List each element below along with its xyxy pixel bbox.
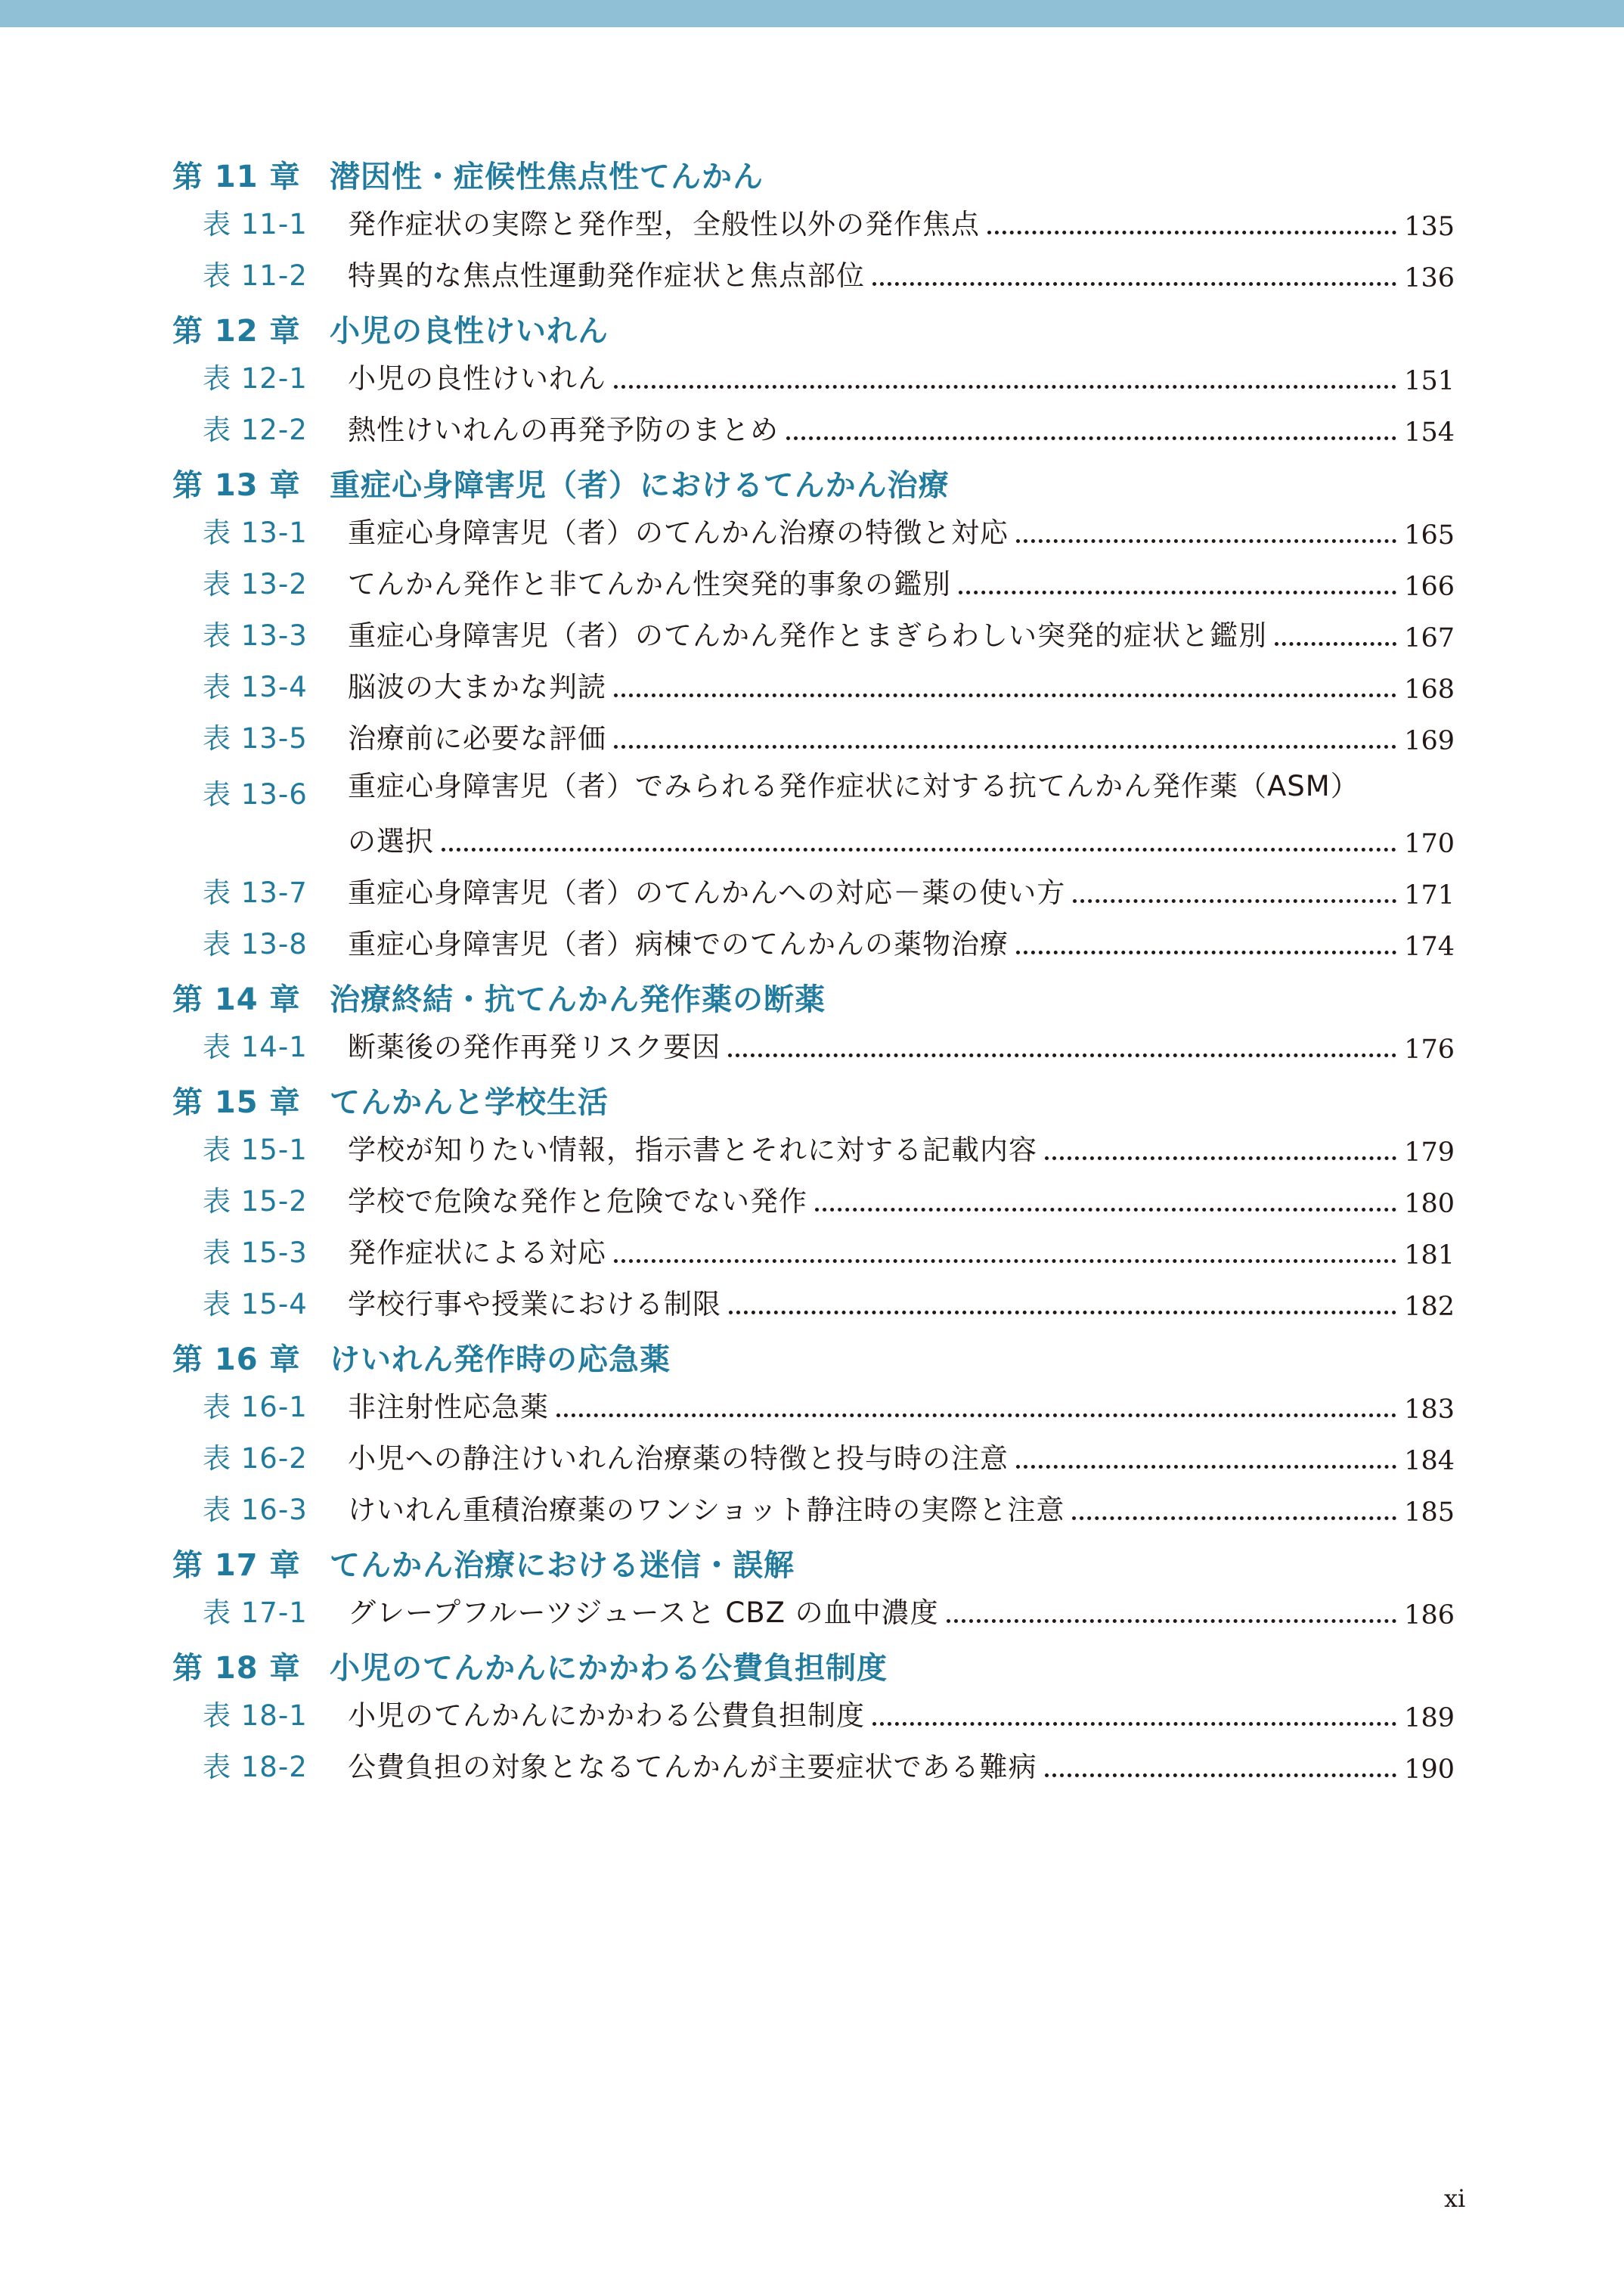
- chapter-heading[interactable]: [172, 148, 1455, 200]
- table-number: 表 16-2: [203, 1442, 308, 1475]
- dot-leader: [614, 693, 1396, 697]
- entry-title: 脳波の大まかな判読: [348, 671, 606, 703]
- toc-entry[interactable]: [172, 1382, 1455, 1434]
- chapter-title: てんかん治療における迷信・誤解: [330, 1547, 795, 1583]
- toc-entry[interactable]: [172, 560, 1455, 611]
- toc-entry[interactable]: [172, 1691, 1455, 1742]
- chapter-title: 重症心身障害児（者）におけるてんかん治療: [330, 467, 950, 503]
- page-ref: 151: [1404, 366, 1455, 396]
- table-number: 表 13-7: [203, 877, 308, 909]
- toc-entry[interactable]: [172, 611, 1455, 662]
- table-number: 表 13-2: [203, 568, 308, 600]
- entry-title: 小児の良性けいれん: [348, 362, 606, 395]
- dot-leader: [556, 1413, 1396, 1417]
- dot-leader: [1073, 899, 1396, 903]
- entry-title: 公費負担の対象となるてんかんが主要症状である難病: [348, 1751, 1037, 1783]
- page-ref: 190: [1404, 1755, 1455, 1785]
- toc-entry[interactable]: [172, 251, 1455, 303]
- entry-title: 治療前に必要な評価: [348, 722, 606, 755]
- table-number: 表 14-1: [203, 1031, 308, 1063]
- page-number: xi: [1444, 2184, 1466, 2213]
- toc-entry[interactable]: [172, 405, 1455, 457]
- dot-leader: [872, 1722, 1396, 1726]
- chapter-heading[interactable]: [172, 303, 1455, 354]
- dot-leader: [728, 1053, 1396, 1057]
- dot-leader: [959, 591, 1396, 594]
- table-number: 表 18-2: [203, 1751, 308, 1783]
- page-ref: 165: [1404, 520, 1455, 551]
- table-number: 表 16-1: [203, 1391, 308, 1423]
- chapter-label: 第 12 章: [172, 313, 301, 349]
- entry-title: 熱性けいれんの再発予防のまとめ: [348, 414, 779, 446]
- chapter-heading[interactable]: [172, 1331, 1455, 1382]
- entry-title-continued: の選択: [348, 825, 434, 858]
- page-ref: 181: [1404, 1240, 1455, 1271]
- dot-leader: [872, 282, 1396, 286]
- entry-title: 重症心身障害児（者）のてんかん発作とまぎらわしい突発的症状と鑑別: [348, 619, 1267, 652]
- toc-entry[interactable]: [172, 1588, 1455, 1640]
- chapter-title: 潜因性・症候性焦点性てんかん: [330, 159, 764, 194]
- toc-entry[interactable]: [172, 1228, 1455, 1280]
- page-ref: 185: [1404, 1497, 1455, 1528]
- dot-leader: [1016, 1465, 1396, 1469]
- chapter-heading[interactable]: [172, 1074, 1455, 1125]
- dot-leader: [1072, 1516, 1396, 1520]
- chapter-heading[interactable]: [172, 1537, 1455, 1588]
- dot-leader: [1045, 1773, 1397, 1777]
- top-color-band: [0, 0, 1624, 27]
- page-ref: 170: [1404, 829, 1455, 859]
- chapter-label: 第 13 章: [172, 467, 301, 503]
- table-number: 表 11-1: [203, 208, 308, 240]
- table-number: 表 13-4: [203, 671, 308, 703]
- page-ref: 135: [1404, 212, 1455, 242]
- table-number: 表 17-1: [203, 1596, 308, 1629]
- dot-leader: [614, 385, 1396, 389]
- toc-entry[interactable]: [172, 1022, 1455, 1074]
- entry-title: 学校が知りたい情報，指示書とそれに対する記載内容: [348, 1134, 1037, 1166]
- toc-entry[interactable]: [172, 1485, 1455, 1537]
- chapter-label: 第 15 章: [172, 1084, 301, 1120]
- chapter-heading[interactable]: [172, 971, 1455, 1022]
- page-ref: 166: [1404, 572, 1455, 602]
- entry-title: 発作症状の実際と発作型，全般性以外の発作焦点: [348, 208, 980, 240]
- toc-entry[interactable]: [172, 200, 1455, 251]
- table-number: 表 15-4: [203, 1288, 308, 1320]
- toc-entry[interactable]: [172, 508, 1455, 560]
- entry-title: 小児のてんかんにかかわる公費負担制度: [348, 1699, 865, 1732]
- entry-title: 断薬後の発作再発リスク要因: [348, 1031, 721, 1063]
- page-ref: 179: [1404, 1137, 1455, 1168]
- toc-entry[interactable]: [172, 662, 1455, 714]
- toc-entry[interactable]: [172, 354, 1455, 405]
- chapter-title: 治療終結・抗てんかん発作薬の断薬: [330, 982, 826, 1017]
- toc-entry[interactable]: [172, 920, 1455, 971]
- dot-leader: [614, 1259, 1396, 1263]
- entry-title: 重症心身障害児（者）でみられる発作症状に対する抗てんかん発作薬（ASM）: [348, 770, 1359, 802]
- chapter-title: 小児のてんかんにかかわる公費負担制度: [330, 1650, 888, 1686]
- entry-title: 特異的な焦点性運動発作症状と焦点部位: [348, 259, 865, 292]
- chapter-label: 第 11 章: [172, 159, 301, 194]
- table-number: 表 13-5: [203, 722, 308, 755]
- table-of-contents: [172, 148, 1455, 1794]
- entry-title: てんかん発作と非てんかん性突発的事象の鑑別: [348, 568, 951, 600]
- table-number: 表 11-2: [203, 259, 308, 292]
- toc-entry[interactable]: [172, 1125, 1455, 1177]
- chapter-heading[interactable]: [172, 457, 1455, 508]
- entry-title: グレープフルーツジュースと CBZ の血中濃度: [348, 1596, 939, 1629]
- dot-leader: [947, 1619, 1397, 1623]
- page-ref: 176: [1404, 1035, 1455, 1065]
- page-ref: 167: [1404, 623, 1455, 653]
- toc-entry[interactable]: [172, 1280, 1455, 1331]
- entry-title: 重症心身障害児（者）病棟でのてんかんの薬物治療: [348, 928, 1009, 960]
- entry-title: 重症心身障害児（者）のてんかんへの対応－薬の使い方: [348, 877, 1066, 909]
- dot-leader: [442, 848, 1396, 852]
- entry-title: 重症心身障害児（者）のてんかん治療の特徴と対応: [348, 517, 1009, 549]
- page-ref: 168: [1404, 675, 1455, 705]
- dot-leader: [1016, 539, 1396, 543]
- table-number: 表 13-1: [203, 517, 308, 549]
- table-number: 表 15-1: [203, 1134, 308, 1166]
- toc-entry[interactable]: [172, 1434, 1455, 1485]
- chapter-label: 第 18 章: [172, 1650, 301, 1686]
- toc-entry[interactable]: [172, 1742, 1455, 1794]
- page-ref: 174: [1404, 932, 1455, 962]
- entry-title: けいれん重積治療薬のワンショット静注時の実際と注意: [348, 1494, 1065, 1526]
- chapter-title: てんかんと学校生活: [330, 1084, 609, 1120]
- toc-entry[interactable]: [172, 714, 1455, 765]
- entry-title: 学校で危険な発作と危険でない発作: [348, 1185, 807, 1218]
- page-ref: 136: [1404, 263, 1455, 293]
- entry-title: 学校行事や授業における制限: [348, 1288, 721, 1320]
- page-ref: 169: [1404, 726, 1455, 756]
- chapter-label: 第 16 章: [172, 1342, 301, 1377]
- chapter-title: けいれん発作時の応急薬: [330, 1342, 671, 1377]
- entry-title: 非注射性応急薬: [348, 1391, 549, 1423]
- page-ref: 186: [1404, 1600, 1455, 1631]
- table-number: 表 15-2: [203, 1185, 308, 1218]
- page-ref: 182: [1404, 1292, 1455, 1322]
- dot-leader: [1275, 642, 1396, 646]
- entry-title: 小児への静注けいれん治療薬の特徴と投与時の注意: [348, 1442, 1009, 1475]
- entry-title: 発作症状による対応: [348, 1236, 606, 1269]
- page-ref: 183: [1404, 1395, 1455, 1425]
- dot-leader: [815, 1208, 1396, 1212]
- page-ref: 171: [1404, 880, 1455, 911]
- toc-entry[interactable]: [172, 765, 1455, 868]
- page-ref: 189: [1404, 1703, 1455, 1733]
- toc-entry[interactable]: [172, 868, 1455, 920]
- dot-leader: [1045, 1156, 1396, 1160]
- page-ref: 180: [1404, 1189, 1455, 1219]
- dot-leader: [987, 231, 1396, 234]
- table-number: 表 13-8: [203, 928, 308, 960]
- chapter-label: 第 14 章: [172, 982, 301, 1017]
- page-ref: 184: [1404, 1446, 1455, 1476]
- chapter-title: 小児の良性けいれん: [330, 313, 609, 349]
- dot-leader: [614, 745, 1396, 749]
- dot-leader: [1016, 951, 1396, 954]
- dot-leader: [786, 436, 1396, 440]
- table-number: 表 12-1: [203, 362, 308, 395]
- table-number: 表 16-3: [203, 1494, 308, 1526]
- table-number: 表 13-3: [203, 619, 308, 652]
- page-ref: 154: [1404, 417, 1455, 448]
- toc-entry[interactable]: [172, 1177, 1455, 1228]
- table-number: 表 15-3: [203, 1236, 308, 1269]
- table-number: 表 12-2: [203, 414, 308, 446]
- table-number: 表 13-6: [203, 778, 308, 811]
- chapter-heading[interactable]: [172, 1640, 1455, 1691]
- chapter-label: 第 17 章: [172, 1547, 301, 1583]
- dot-leader: [729, 1311, 1396, 1314]
- table-number: 表 18-1: [203, 1699, 308, 1732]
